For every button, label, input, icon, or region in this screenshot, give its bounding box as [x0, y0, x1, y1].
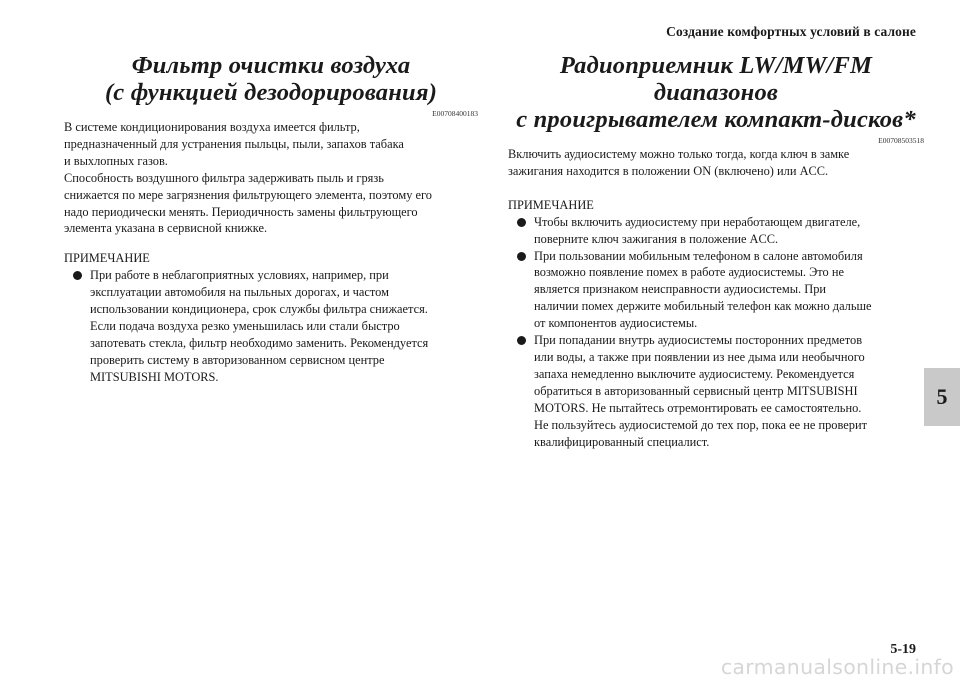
note-item — [508, 332, 924, 450]
note-line: является признаком неисправности аудиосистемы. При — [534, 282, 827, 297]
note-line: наличии помех держите мобильный телефон как можно дальше — [534, 299, 872, 314]
note-item — [508, 214, 924, 248]
note-line: При работе в неблагоприятных условиях, например, при — [90, 268, 389, 283]
note-line: При пользовании мобильным телефоном в салоне автомобиля — [534, 248, 863, 263]
bullet-icon — [517, 218, 526, 227]
note-line: запаха немедленно выключите аудиосистему. Рекомендуется — [534, 366, 855, 381]
body-line: Способность воздушного фильтра задерживать пыль и грязь — [64, 170, 384, 185]
note-line: Если подача воздуха резко уменьшилась или стали быстро — [90, 318, 400, 333]
note-line: квалифицированный специалист. — [534, 434, 710, 449]
note-line: MOTORS. Не пытайтесь отремонтировать ее самостоятельно. — [534, 400, 862, 415]
body-line: элемента указана в сервисной книжке. — [64, 221, 268, 236]
note-line: поверните ключ зажигания в положение ACC. — [534, 231, 779, 246]
section-title-line: с проигрывателем компакт-дисков* — [516, 106, 916, 133]
section-code: E00708503518 — [878, 136, 924, 145]
note-line: Чтобы включить аудиосистему при неработающем двигателе, — [534, 214, 861, 229]
section-title — [64, 52, 478, 106]
section-title-line: Фильтр очистки воздуха — [131, 52, 411, 79]
note-heading: ПРИМЕЧАНИЕ — [64, 251, 150, 266]
page-number: 5-19 — [890, 642, 916, 657]
section-air-filter — [64, 52, 478, 386]
section-title-line: Радиоприемник LW/MW/FM диапазонов — [559, 52, 873, 106]
body-line: зажигания находится в положении ON (включено) или ACC. — [508, 163, 829, 178]
running-header: Создание комфортных условий в салоне — [666, 24, 916, 39]
note-list — [64, 267, 478, 385]
body-line: и выхлопных газов. — [64, 153, 168, 168]
section-body — [64, 119, 478, 237]
note-line: При попадании внутрь аудиосистемы посторонних предметов — [534, 333, 863, 348]
note-line: MITSUBISHI MOTORS. — [90, 369, 219, 384]
body-line: предназначенный для устранения пыльцы, пыли, запахов табака — [64, 136, 404, 151]
bullet-icon — [517, 336, 526, 345]
note-line: или воды, а также при появлении из нее дыма или необычного — [534, 349, 865, 364]
note-line: обратиться в авторизованный сервисный центр MITSUBISHI — [534, 383, 858, 398]
chapter-tab: 5 — [924, 368, 960, 426]
section-radio — [508, 52, 924, 450]
note-item — [508, 248, 924, 333]
body-line: снижается по мере загрязнения фильтрующего элемента, поэтому его — [64, 187, 432, 202]
note-line: от компонентов аудиосистемы. — [534, 316, 698, 331]
note-item — [64, 267, 478, 385]
note-list — [508, 214, 924, 451]
note-line: использовании кондиционера, срок службы фильтра снижается. — [90, 302, 428, 317]
watermark: carmanualsonline.info — [720, 655, 954, 679]
section-title-line: (с функцией дезодорирования) — [104, 79, 438, 106]
body-line: В системе кондиционирования воздуха имеется фильтр, — [64, 120, 360, 134]
note-line: эксплуатации автомобиля на пыльных дорогах, и частом — [90, 285, 389, 300]
body-line: надо периодически менять. Периодичность замены фильтрующего — [64, 204, 418, 219]
note-heading: ПРИМЕЧАНИЕ — [508, 197, 594, 212]
section-title — [508, 52, 924, 133]
bullet-icon — [73, 271, 82, 280]
body-line: Включить аудиосистему можно только тогда, когда ключ в замке — [508, 147, 850, 161]
section-body — [508, 146, 924, 180]
note-line: проверить систему в авторизованном сервисном центре — [90, 352, 385, 367]
note-line: возможно появление помех в работе аудиосистемы. Это не — [534, 265, 844, 280]
section-code: E00708400183 — [432, 109, 478, 118]
note-line: запотевать стекла, фильтр необходимо заменить. Рекомендуется — [90, 335, 429, 350]
bullet-icon — [517, 252, 526, 261]
note-line: Не пользуйтесь аудиосистемой до тех пор, пока ее не проверит — [534, 417, 867, 432]
